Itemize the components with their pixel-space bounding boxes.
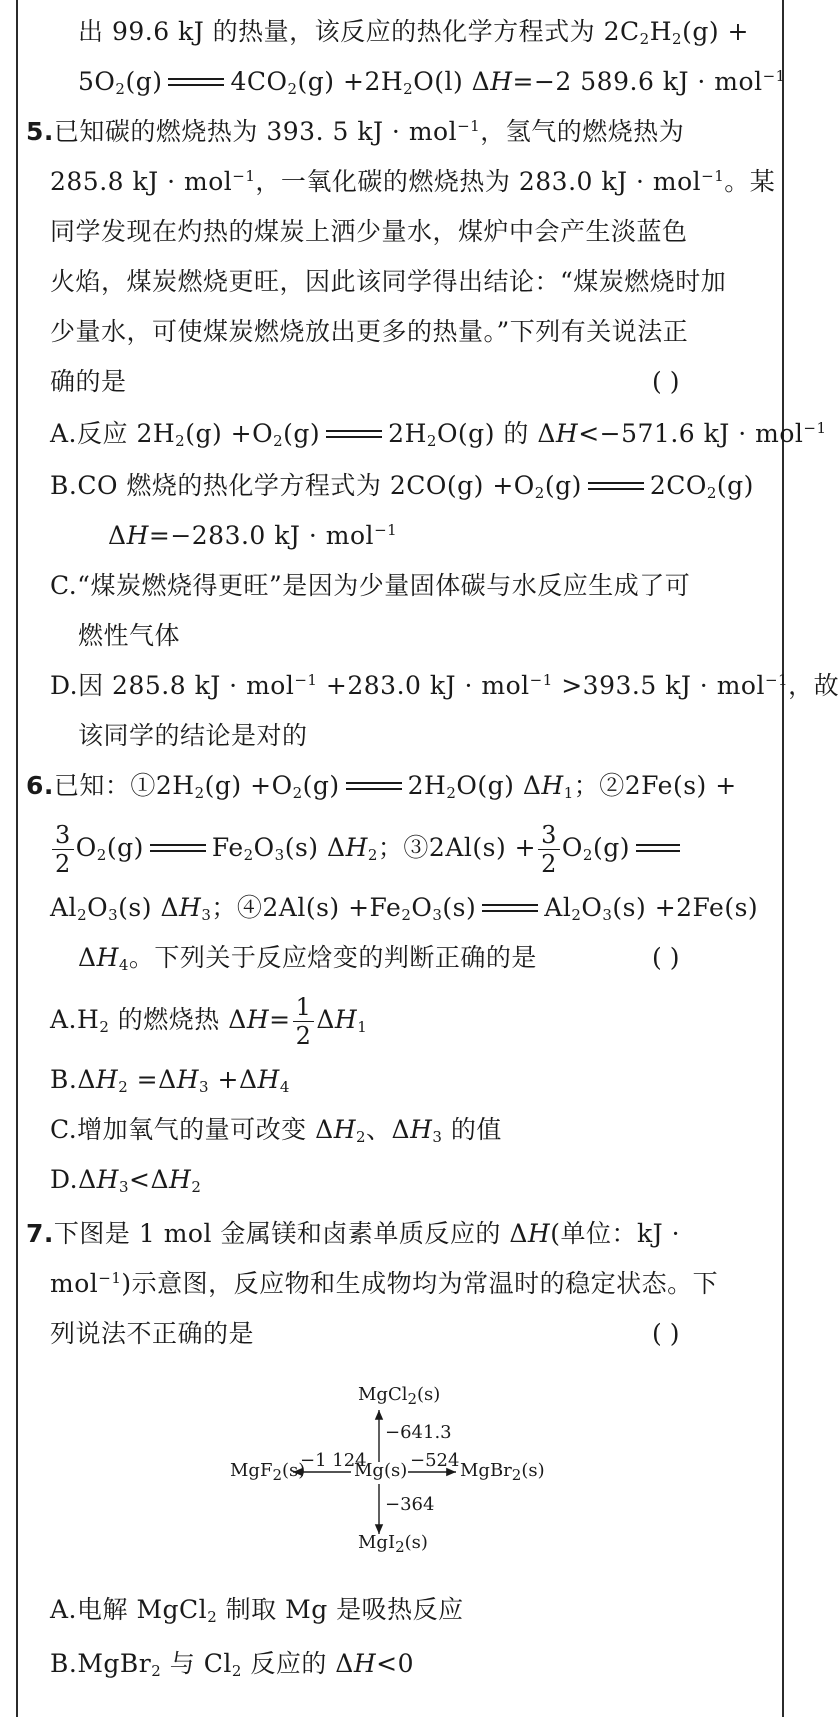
label-mg: Mg(s)	[354, 1460, 408, 1481]
q5-option-a: A.反应 $2H_2(g) +O_2(g)$ $2H_2O(g)$ 的 ΔH<−571.6 kJ · mol$^{-1}$	[50, 419, 827, 450]
q7-number: 7.	[26, 1219, 54, 1248]
label-mgbr2: MgBr$_2$(s)	[460, 1460, 545, 1484]
q7-line-3: 列说法不正确的是	[50, 1319, 255, 1348]
label-mgi2: MgI$_2$(s)	[358, 1532, 428, 1556]
q5-line-1: 5.已知碳的燃烧热为 393. 5 kJ · mol$^{-1}$，氢气的燃烧热为	[26, 117, 685, 146]
value-mgi2: −364	[385, 1494, 435, 1515]
equals-sign-double-line	[346, 782, 402, 790]
value-mgf2: −1 124	[300, 1450, 367, 1471]
q5-option-c-line-2: 燃性气体	[78, 621, 181, 650]
q5-line-4: 火焰，煤炭燃烧更旺，因此该同学得出结论：“煤炭燃烧时加	[50, 267, 727, 296]
q5-option-b-line-2: ΔH=−283.0 kJ · mol$^{-1}$	[108, 521, 398, 550]
q6-option-a: $A.H_2$ 的燃烧热 ΔH= $\frac{1}{2}$ $\Delta H_1$	[50, 993, 368, 1050]
q6-number: 6.	[26, 771, 54, 800]
fraction-one-half: $\frac{1}{2}$	[293, 995, 315, 1048]
q6-line-1: 6.已知：$①2H_2(g) +O_2(g)$ $2H_2O(g)$ $\Delta H_1$；②2Fe(s) +	[26, 771, 737, 802]
enthalpy-diagram	[230, 1372, 560, 1562]
right-margin-rule	[782, 0, 784, 1717]
q6-line-3: $Al_2O_3(s)$ $\Delta H_3$；④2Al(s) $+Fe_2O_3(s)$ $Al_2O_3(s) +2Fe(s)$	[50, 893, 759, 924]
equals-sign-double-line	[588, 482, 644, 490]
label-mgcl2: MgCl$_2$(s)	[358, 1384, 441, 1408]
equals-sign-double-line	[168, 78, 224, 86]
q5-option-d: D.因 285.8 kJ · mol$^{-1}$ +283.0 kJ · mol$^{-1}$ >393.5 kJ · mol$^{-1}$，故	[50, 671, 839, 700]
q6-option-d: $D.\Delta H_3<\Delta H_2$	[50, 1165, 202, 1196]
q5-line-2: 285.8 kJ · mol$^{-1}$，一氧化碳的燃烧热为 283.0 kJ · mol$^{-1}$。某	[50, 167, 776, 196]
q7-line-2: mol$^{-1}$)示意图，反应物和生成物均为常温时的稳定状态。下	[50, 1269, 719, 1298]
fraction-three-halves: $\frac{3}{2}$	[52, 823, 74, 876]
equals-sign-double-line	[326, 430, 382, 438]
intro-line-2: $5O_2(g)$ $4CO_2(g) +2H_2O(l)$ ΔH=−2 589.6 kJ · mol$^{-1}$	[78, 67, 786, 98]
q6-option-b: $B.\Delta H_2 =\Delta H_3 +\Delta H_4$	[50, 1065, 290, 1096]
q7-line-1: 7.下图是 1 mol 金属镁和卤素单质反应的 ΔH(单位：kJ ·	[26, 1219, 681, 1248]
fraction-three-halves: $\frac{3}{2}$	[538, 823, 560, 876]
q6-line-4: $\Delta H_4$。下列关于反应焓变的判断正确的是	[78, 943, 537, 974]
q5-answer-blank: ( )	[652, 367, 680, 396]
q5-option-c: C.“煤炭燃烧得更旺”是因为少量固体碳与水反应生成了可	[50, 571, 691, 600]
label-mgf2: MgF$_2$(s)	[230, 1460, 306, 1484]
q6-answer-blank: ( )	[652, 943, 680, 972]
q5-line-3: 同学发现在灼热的煤炭上洒少量水，煤炉中会产生淡蓝色	[50, 217, 688, 246]
q6-option-c: C.增加氧气的量可改变 $\Delta H_2$、$\Delta H_3$ 的值	[50, 1115, 502, 1146]
value-mgcl2: −641.3	[385, 1422, 452, 1443]
q7-answer-blank: ( )	[652, 1319, 680, 1348]
equals-sign-double-line	[636, 844, 680, 852]
value-mgbr2: −524	[410, 1450, 460, 1471]
q5-option-b: B.CO 燃烧的热化学方程式为 $2CO(g) +O_2(g)$ $2CO_2(g)$	[50, 471, 754, 502]
q5-line-6: 确的是	[50, 367, 127, 396]
intro-line-1: 出 99.6 kJ 的热量，该反应的热化学方程式为 $2C_2H_2(g)$ +	[78, 17, 749, 48]
q7-option-a: A.电解 MgCl$_2$ 制取 Mg 是吸热反应	[50, 1595, 464, 1626]
q5-number: 5.	[26, 117, 54, 146]
q6-line-2: $\frac{3}{2}$ $O_2(g)$ $Fe_2O_3(s)$ $\Delta H_2$；③2Al(s) + $\frac{3}{2}$ $O_2(g)$	[50, 818, 686, 878]
equals-sign-double-line	[150, 844, 206, 852]
left-margin-rule	[16, 0, 18, 1717]
q5-line-5: 少量水，可使煤炭燃烧放出更多的热量。”下列有关说法正	[50, 317, 689, 346]
q5-option-d-line-2: 该同学的结论是对的	[78, 721, 308, 750]
q7-option-b: B.MgBr$_2$ 与 $Cl_2$ 反应的 ΔH<0	[50, 1649, 414, 1680]
equals-sign-double-line	[482, 904, 538, 912]
